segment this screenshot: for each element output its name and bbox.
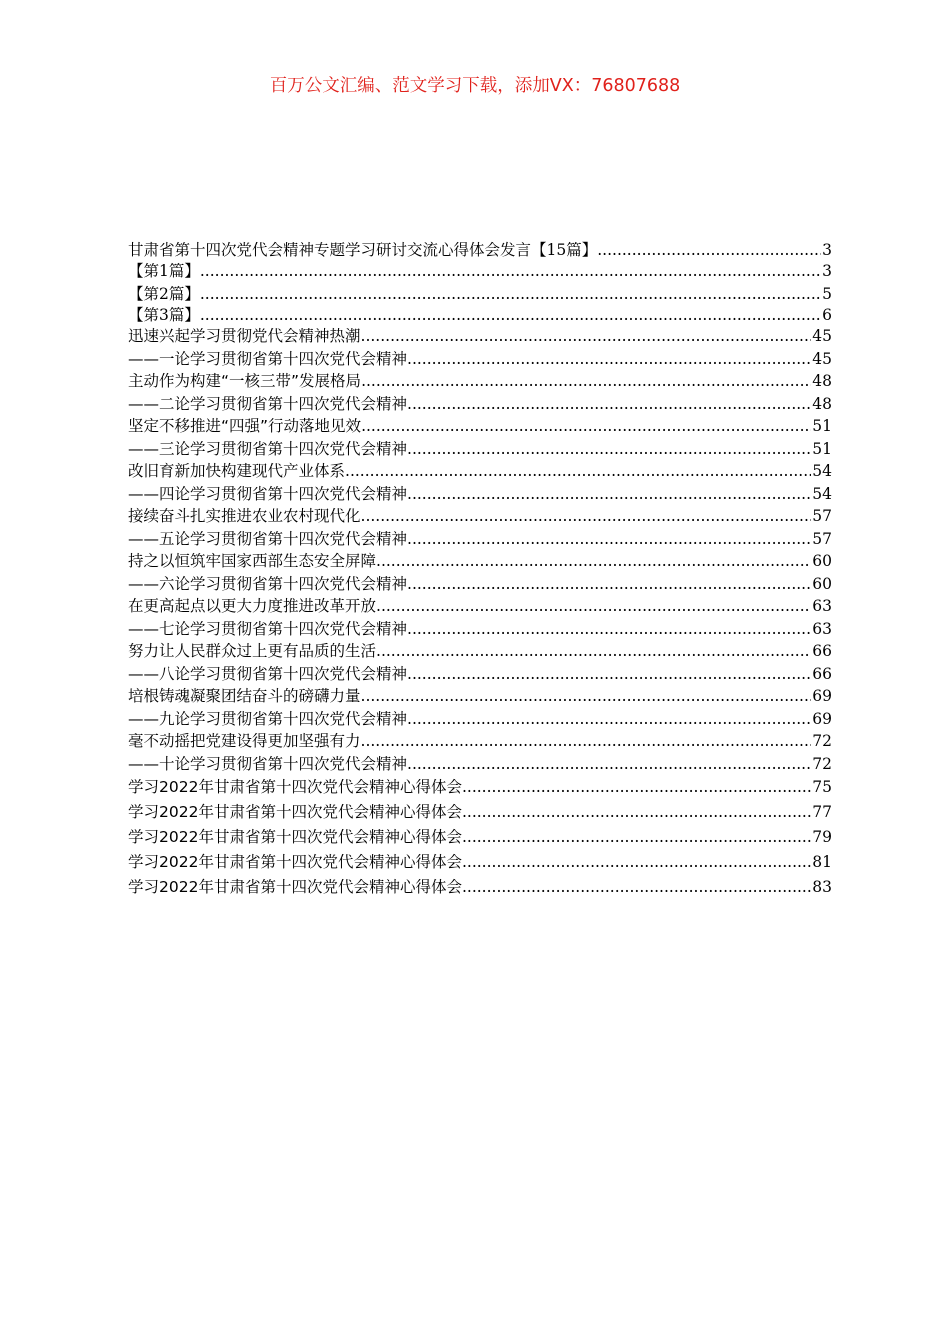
- toc-entry[interactable]: [128, 325, 832, 348]
- toc-entry[interactable]: [128, 370, 832, 393]
- toc-page-number: 66: [812, 664, 832, 683]
- toc-page-number: 72: [812, 732, 832, 750]
- watermark-header: 百万公文汇编、范文学习下载，添加VX：76807688: [269, 76, 681, 96]
- table-of-contents: [128, 240, 832, 900]
- toc-leader: [407, 483, 811, 506]
- toc-page-number: 69: [812, 709, 832, 728]
- toc-leader: [376, 595, 811, 618]
- toc-entry[interactable]: [128, 573, 832, 596]
- toc-leader: [361, 415, 811, 438]
- toc-entry-title: ——一论学习贯彻省第十四次党代会精神: [128, 349, 408, 368]
- toc-page-number: 48: [812, 394, 832, 413]
- toc-page-number: 77: [812, 803, 832, 821]
- toc-page-number: 72: [812, 754, 832, 773]
- toc-leader: [407, 528, 811, 551]
- toc-page-number: 75: [812, 778, 832, 796]
- toc-entry-title: 在更高起点以更大力度推进改革开放: [128, 597, 377, 615]
- toc-entry-title: ——四论学习贯彻省第十四次党代会精神: [128, 484, 408, 503]
- toc-leader: [376, 640, 811, 663]
- toc-page-number: 60: [812, 552, 832, 570]
- toc-entry[interactable]: [128, 850, 832, 875]
- toc-entry-title: 迅速兴起学习贯彻党代会精神热潮: [128, 327, 361, 345]
- toc-entry-title: 【第2篇】: [128, 284, 200, 303]
- toc-page-number: 57: [812, 507, 832, 525]
- toc-entry[interactable]: [128, 305, 832, 325]
- toc-page-number: 51: [812, 417, 832, 435]
- toc-entry-title: 改旧育新加快构建现代产业体系: [128, 462, 346, 480]
- toc-entry[interactable]: [128, 825, 832, 850]
- toc-entry-title: ——九论学习贯彻省第十四次党代会精神: [128, 709, 408, 728]
- toc-leader: [462, 875, 811, 900]
- toc-entry[interactable]: [128, 775, 832, 800]
- toc-leader: [407, 393, 811, 416]
- toc-entry[interactable]: [128, 260, 832, 283]
- toc-leader: [200, 283, 821, 306]
- toc-page-number: 66: [812, 642, 832, 660]
- toc-entry-title: 接续奋斗扎实推进农业农村现代化: [128, 507, 361, 525]
- toc-page-number: 57: [812, 529, 832, 548]
- toc-entry[interactable]: [128, 505, 832, 528]
- toc-entry[interactable]: [128, 875, 832, 900]
- toc-entry-title: 主动作为构建“一核三带”发展格局: [128, 372, 362, 390]
- toc-leader: [345, 460, 811, 483]
- toc-page-number: 45: [812, 349, 832, 368]
- toc-page-number: 60: [812, 574, 832, 593]
- toc-entry-title: 学习2022年甘肃省第十四次党代会精神: [128, 878, 400, 896]
- toc-leader: [462, 775, 811, 800]
- toc-entry[interactable]: [128, 460, 832, 483]
- toc-entry-title: 毫不动摇把党建设得更加坚强有力: [128, 732, 361, 750]
- toc-entry[interactable]: [128, 800, 832, 825]
- toc-leader: [361, 370, 811, 393]
- toc-page-number: 69: [812, 687, 832, 705]
- toc-leader: [361, 685, 812, 708]
- toc-entry-title: 努力让人民群众过上更有品质的生活: [128, 642, 377, 660]
- toc-page-number: 3: [822, 241, 832, 259]
- toc-entry-title: 甘肃省第十四次党代会精神专题学习研讨交流心得体会发言【15篇】: [128, 241, 598, 259]
- toc-entry-suffix: 心得体会: [399, 803, 462, 821]
- toc-entry-title: 持之以恒筑牢国家西部生态安全屏障: [128, 552, 377, 570]
- toc-leader: [407, 348, 811, 371]
- toc-page-number: 51: [812, 439, 832, 458]
- toc-entry[interactable]: [128, 550, 832, 573]
- toc-entry-title: ——五论学习贯彻省第十四次党代会精神: [128, 529, 408, 548]
- toc-entry-title: 坚定不移推进“四强”行动落地见效: [128, 417, 362, 435]
- toc-leader: [462, 850, 811, 875]
- toc-entry[interactable]: [128, 618, 832, 641]
- toc-entry-title: ——三论学习贯彻省第十四次党代会精神: [128, 439, 408, 458]
- toc-leader: [597, 240, 821, 260]
- toc-page-number: 79: [812, 828, 832, 846]
- toc-leader: [407, 708, 811, 731]
- toc-entry-title: 【第3篇】: [128, 306, 200, 324]
- toc-leader: [462, 825, 811, 850]
- toc-entry-title: 学习2022年甘肃省第十四次党代会精神: [128, 853, 400, 871]
- toc-entry[interactable]: [128, 283, 832, 306]
- toc-leader: [376, 550, 811, 573]
- toc-page-number: 63: [812, 619, 832, 638]
- toc-leader: [407, 573, 811, 596]
- toc-entry[interactable]: [128, 663, 832, 686]
- toc-leader: [407, 618, 811, 641]
- toc-entry[interactable]: [128, 240, 832, 260]
- toc-entry[interactable]: [128, 528, 832, 551]
- toc-page-number: 6: [822, 306, 832, 324]
- toc-leader: [361, 505, 812, 528]
- toc-entry-title: ——六论学习贯彻省第十四次党代会精神: [128, 574, 408, 593]
- toc-entry-title: ——十论学习贯彻省第十四次党代会精神: [128, 754, 408, 773]
- toc-page-number: 48: [812, 372, 832, 390]
- toc-entry[interactable]: [128, 640, 832, 663]
- toc-entry[interactable]: [128, 685, 832, 708]
- toc-leader: [200, 305, 821, 325]
- toc-entry-suffix: 心得体会: [399, 853, 462, 871]
- toc-entry[interactable]: [128, 393, 832, 416]
- toc-entry[interactable]: [128, 708, 832, 731]
- toc-entry[interactable]: [128, 595, 832, 618]
- toc-entry-suffix: 心得体会: [399, 828, 462, 846]
- toc-entry[interactable]: [128, 483, 832, 506]
- toc-entry-title: 学习2022年甘肃省第十四次党代会精神: [128, 828, 400, 846]
- toc-entry-title: ——二论学习贯彻省第十四次党代会精神: [128, 394, 408, 413]
- toc-entry[interactable]: [128, 753, 832, 776]
- toc-page-number: 5: [822, 284, 832, 303]
- toc-entry[interactable]: [128, 438, 832, 461]
- toc-entry-title: 学习2022年甘肃省第十四次党代会精神: [128, 778, 400, 796]
- toc-page-number: 54: [812, 462, 832, 480]
- toc-entry[interactable]: [128, 415, 832, 438]
- toc-page-number: 3: [822, 262, 832, 280]
- toc-entry-title: ——七论学习贯彻省第十四次党代会精神: [128, 619, 408, 638]
- toc-entry[interactable]: [128, 730, 832, 753]
- toc-page-number: 83: [812, 878, 832, 896]
- toc-page-number: 45: [812, 327, 832, 345]
- toc-entry-title: 培根铸魂凝聚团结奋斗的磅礴力量: [128, 687, 361, 705]
- toc-entry[interactable]: [128, 348, 832, 371]
- toc-entry-suffix: 心得体会: [399, 878, 462, 896]
- toc-page-number: 63: [812, 597, 832, 615]
- toc-entry-title: 【第1篇】: [128, 262, 200, 280]
- toc-leader: [407, 438, 811, 461]
- toc-entry-suffix: 心得体会: [399, 778, 462, 796]
- toc-leader: [462, 800, 811, 825]
- toc-leader: [361, 730, 812, 753]
- toc-leader: [361, 325, 812, 348]
- toc-leader: [407, 663, 811, 686]
- toc-entry-title: ——八论学习贯彻省第十四次党代会精神: [128, 664, 408, 683]
- toc-leader: [200, 260, 821, 283]
- toc-entry-title: 学习2022年甘肃省第十四次党代会精神: [128, 803, 400, 821]
- toc-page-number: 54: [812, 484, 832, 503]
- toc-page-number: 81: [812, 853, 832, 871]
- toc-leader: [407, 753, 811, 776]
